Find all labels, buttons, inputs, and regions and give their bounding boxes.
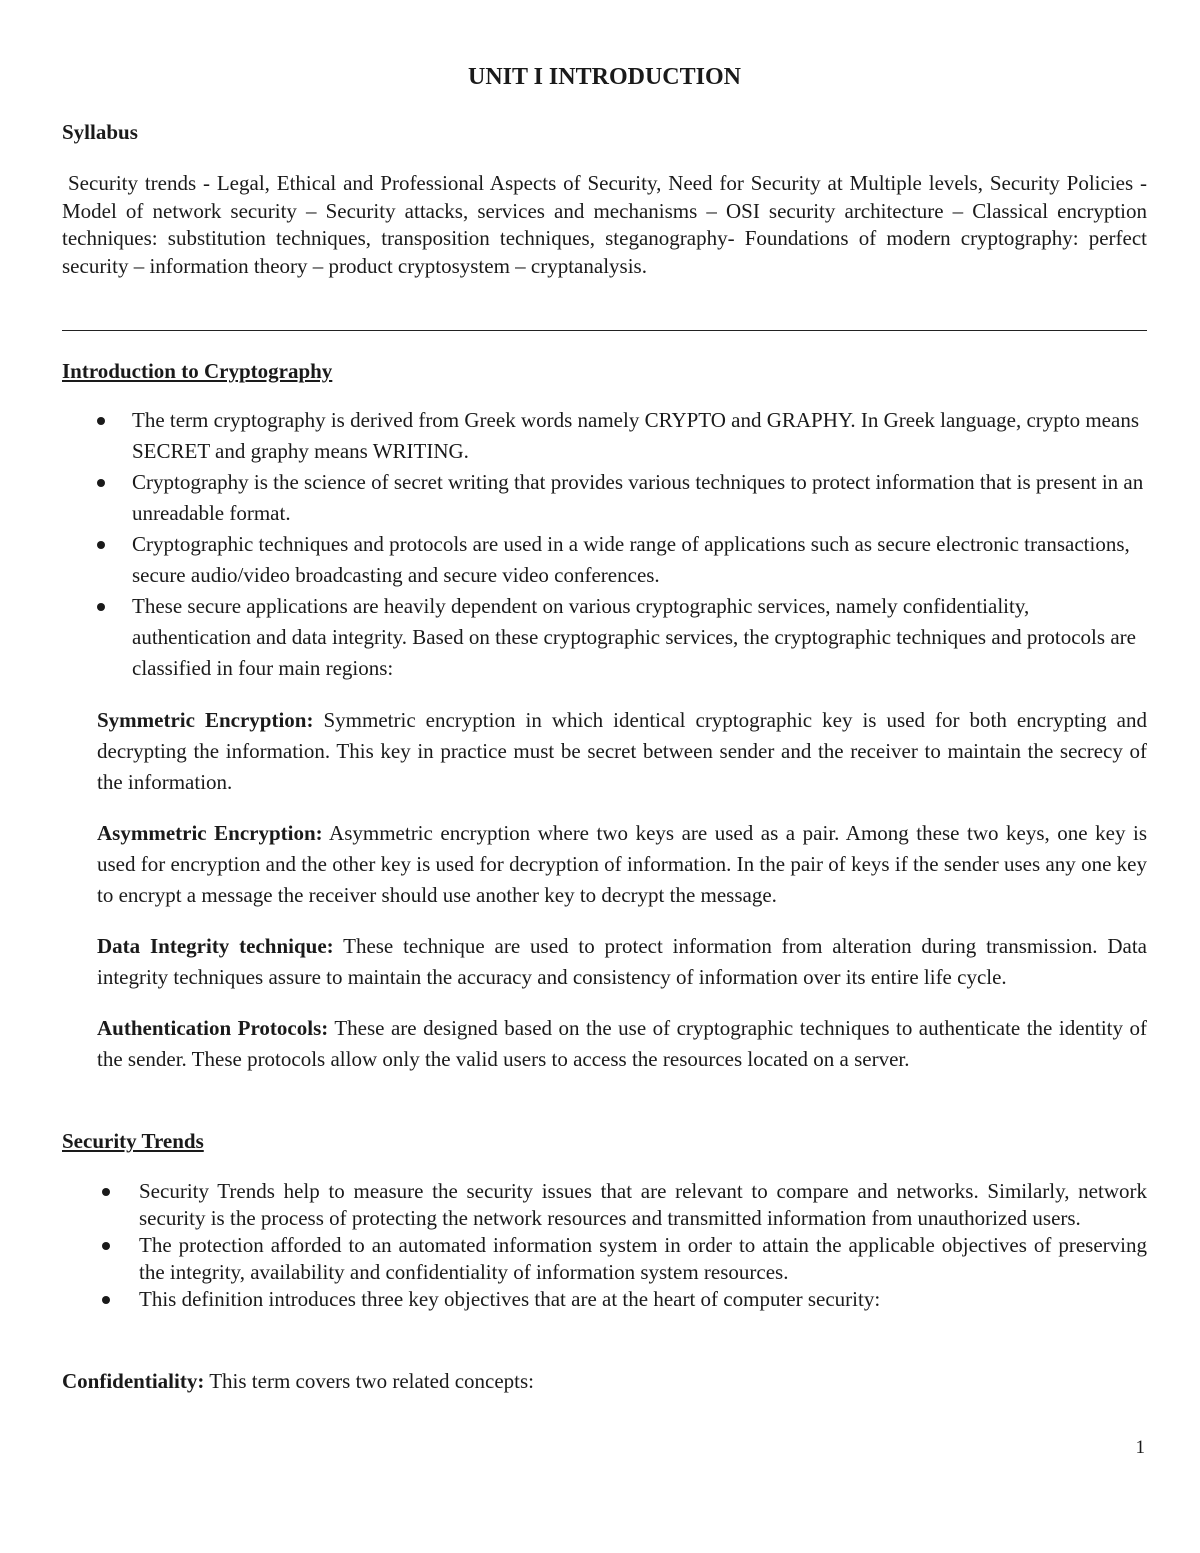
bullet-icon <box>97 603 105 611</box>
page-number: 1 <box>1135 1437 1145 1458</box>
syllabus-heading: Syllabus <box>62 120 138 144</box>
list-item: Security Trends help to measure the security issues that are relevant to compare and networks. Similarly, network security is the process of protecting the network resources and transmitted information from unauthorized users. <box>62 1178 1147 1232</box>
list-item: The term cryptography is derived from Greek words namely CRYPTO and GRAPHY. In Greek language, crypto means SECRET and graphy means WRITING. <box>62 405 1147 467</box>
definition-symmetric: Symmetric Encryption: Symmetric encryption in which identical cryptographic key is used for both encrypting and decrypting the information. This key in practice must be secret between sender and the receiver to maintain the secrecy of the information. <box>97 708 1147 794</box>
list-item: These secure applications are heavily dependent on various cryptographic services, namely confidentiality, authentication and data integrity. Based on these cryptographic services, the cryptographic techniques and protocols are classified in four main regions: <box>62 591 1147 684</box>
intro-bullet-list <box>62 405 1147 684</box>
intro-heading: Introduction to Cryptography <box>62 359 333 383</box>
list-item: Cryptographic techniques and protocols are used in a wide range of applications such as secure electronic transactions, secure audio/video broadcasting and secure video conferences. <box>62 529 1147 591</box>
section-divider <box>62 330 1147 331</box>
bullet-icon <box>97 417 105 425</box>
list-item: The protection afforded to an automated information system in order to attain the applicable objectives of preserving the integrity, availability and confidentiality of information system resources. <box>62 1232 1147 1286</box>
definition-authentication: Authentication Protocols: These are designed based on the use of cryptographic techniques to authenticate the identity of the sender. These protocols allow only the valid users to access the resources located on a server. <box>97 1016 1147 1071</box>
confidentiality-paragraph: Confidentiality: This term covers two related concepts: <box>62 1369 535 1393</box>
bullet-icon <box>102 1188 110 1196</box>
list-item: This definition introduces three key objectives that are at the heart of computer security: <box>62 1286 1147 1313</box>
definition-asymmetric: Asymmetric Encryption: Asymmetric encryption where two keys are used as a pair. Among these two keys, one key is used for encryption and the other key is used for decryption of information. In the pair of keys if the sender uses any one key to encrypt a message the receiver should use another key to decrypt the message. <box>97 821 1147 907</box>
trends-heading: Security Trends <box>62 1129 204 1153</box>
trends-bullet-list <box>62 1178 1147 1313</box>
bullet-icon <box>102 1296 110 1304</box>
definition-list <box>97 705 1147 1095</box>
definition-data-integrity: Data Integrity technique: These technique are used to protect information from alteration during transmission. Data integrity techniques assure to maintain the accuracy and consistency of information over its entire life cycle. <box>97 934 1147 989</box>
syllabus-text: Security trends - Legal, Ethical and Professional Aspects of Security, Need for Security at Multiple levels, Security Policies - Model of network security – Security attacks, services and mechanisms – OSI security architecture – Classical encryption techniques: substitution techniques, transposition techniques, steganography- Foundations of modern cryptography: perfect security – information theory – product cryptosystem – cryptanalysis. <box>62 171 1147 278</box>
bullet-icon <box>97 479 105 487</box>
list-item: Cryptography is the science of secret writing that provides various techniques to protect information that is present in an unreadable format. <box>62 467 1147 529</box>
bullet-icon <box>102 1242 110 1250</box>
page-title: UNIT I INTRODUCTION <box>468 64 741 90</box>
bullet-icon <box>97 541 105 549</box>
